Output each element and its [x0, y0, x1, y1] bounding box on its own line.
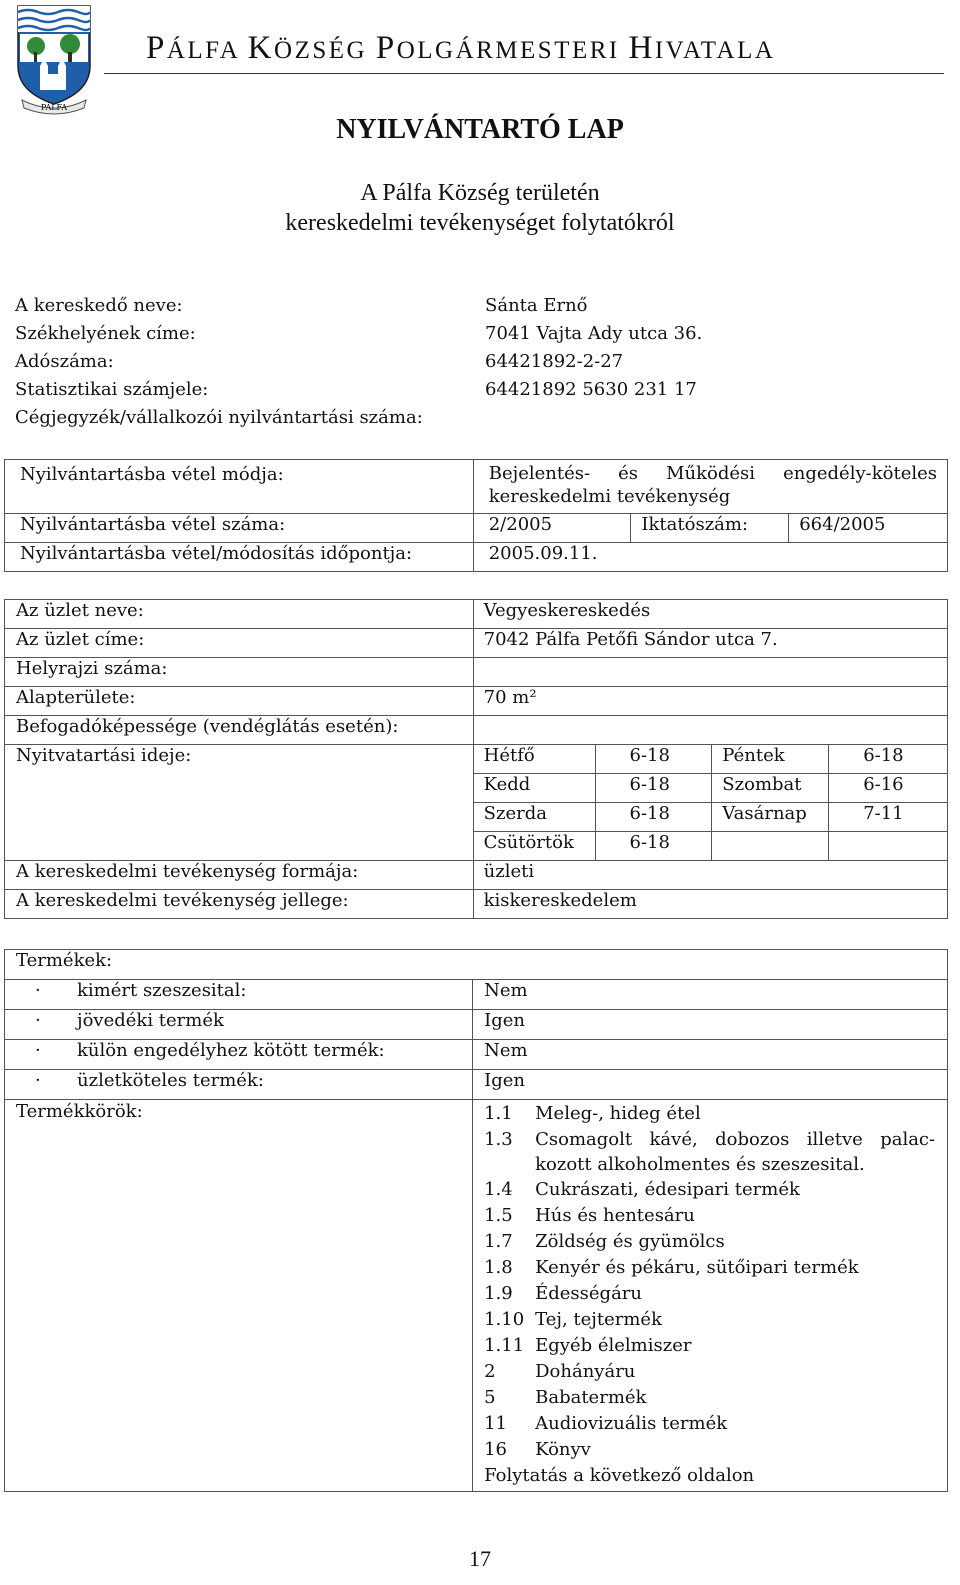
product-groups-row: [5, 1100, 948, 1492]
hours-row: Szerda 6-18 Vasárnap 7-11: [5, 803, 948, 832]
page-subtitle: [0, 178, 960, 238]
table-row: Helyrajzi száma:: [5, 658, 948, 687]
groups-label: Termékkörök:: [5, 1100, 473, 1492]
table-row: A kereskedelmi tevékenység formája: üzleti: [5, 861, 948, 890]
subtitle-line-1: A Pálfa Község területén: [360, 180, 600, 206]
list-item: 1.1 Meleg-, hideg étel: [484, 1103, 701, 1124]
subtitle-line-2: kereskedelmi tevékenységet folytatókról: [285, 210, 675, 236]
groups-list: [473, 1100, 948, 1492]
header-divider: [104, 73, 944, 74]
trader-info: [15, 292, 945, 432]
products-heading: Termékek:: [5, 950, 948, 980]
products-table: [4, 949, 948, 1492]
product-row: · üzletköteles termék: Igen: [5, 1070, 948, 1100]
shop-table: [4, 599, 948, 919]
list-item: 1.11 Egyéb élelmiszer: [484, 1335, 692, 1356]
table-row: Befogadóképessége (vendéglátás esetén):: [5, 716, 948, 745]
office-title-part: POLGÁRMESTERI: [375, 30, 629, 66]
table-row: [5, 460, 948, 514]
trader-row: A kereskedő neve: Sánta Ernő: [15, 295, 588, 316]
continued-note: Folytatás a következő oldalon: [484, 1465, 755, 1486]
table-row: [5, 514, 948, 543]
table-row: [5, 543, 948, 572]
list-item: 1.3 Csomagolt kávé, dobozos illetve palac-kozott alkoholmentes és szeszesital.: [484, 1129, 936, 1175]
crest-banner-text: PÁLFA: [40, 103, 68, 112]
coat-of-arms-logo: [14, 4, 94, 116]
trader-row: Adószáma: 64421892-2-27: [15, 351, 624, 372]
registration-table: [4, 459, 948, 572]
list-item: 1.7 Zöldség és gyümölcs: [484, 1231, 725, 1252]
product-row: · jövedéki termék Igen: [5, 1010, 948, 1040]
hours-row: Nyitvatartási ideje: Hétfő 6-18 Péntek 6-18: [5, 745, 948, 774]
table-row: A kereskedelmi tevékenység jellege: kiskereskedelem: [5, 890, 948, 919]
table-row: Alapterülete: 70 m²: [5, 687, 948, 716]
list-item: 11 Audiovizuális termék: [484, 1413, 728, 1434]
office-title-part: KÖZSÉG: [247, 30, 376, 66]
product-row: · külön engedélyhez kötött termék: Nem: [5, 1040, 948, 1070]
reg-mode-value: Bejelentés- és Működési engedély-köteles kereskedelmi tevékenység: [473, 460, 947, 514]
table-row: Az üzlet neve: Vegyeskereskedés: [5, 600, 948, 629]
page-number: 17: [469, 1546, 491, 1571]
list-item: 2 Dohányáru: [484, 1361, 636, 1382]
hours-row: Kedd 6-18 Szombat 6-16: [5, 774, 948, 803]
trader-row: Statisztikai számjele: 64421892 5630 231 17: [15, 379, 697, 400]
list-item: 1.4 Cukrászati, édesipari termék: [484, 1179, 800, 1200]
list-item: 1.8 Kenyér és pékáru, sütőipari termék: [484, 1257, 859, 1278]
table-row: Az üzlet címe: 7042 Pálfa Petőfi Sándor utca 7.: [5, 629, 948, 658]
reg-mode-label: Nyilvántartásba vétel módja:: [5, 460, 474, 514]
list-item: 5 Babatermék: [484, 1387, 647, 1408]
trader-row: Székhelyének címe: 7041 Vajta Ady utca 36.: [15, 323, 703, 344]
list-item: 1.5 Hús és hentesáru: [484, 1205, 695, 1226]
reg-file-label: Iktatószám:: [631, 514, 789, 543]
office-title-part: HIVATALA: [628, 30, 776, 66]
reg-number-label: Nyilvántartásba vétel száma:: [5, 514, 474, 543]
product-row: · kimért szeszesital: Nem: [5, 980, 948, 1010]
reg-date-value: 2005.09.11.: [473, 543, 947, 572]
trader-row: Cégjegyzék/vállalkozói nyilvántartási száma:: [15, 407, 423, 428]
reg-number-value: 2/2005: [473, 514, 631, 543]
list-item: 16 Könyv: [484, 1439, 591, 1460]
list-item: 1.10 Tej, tejtermék: [484, 1309, 662, 1330]
hours-label: Nyitvatartási ideje:: [5, 745, 474, 861]
office-title: [146, 30, 775, 67]
page-title: NYILVÁNTARTÓ LAP: [336, 114, 624, 145]
office-title-part: PÁLFA: [146, 30, 248, 66]
list-item: 1.9 Édességáru: [484, 1283, 643, 1304]
table-row: [5, 950, 948, 980]
hours-row: Csütörtök 6-18: [5, 832, 948, 861]
reg-file-value: 664/2005: [789, 514, 948, 543]
reg-date-label: Nyilvántartásba vétel/módosítás időpontja:: [5, 543, 474, 572]
